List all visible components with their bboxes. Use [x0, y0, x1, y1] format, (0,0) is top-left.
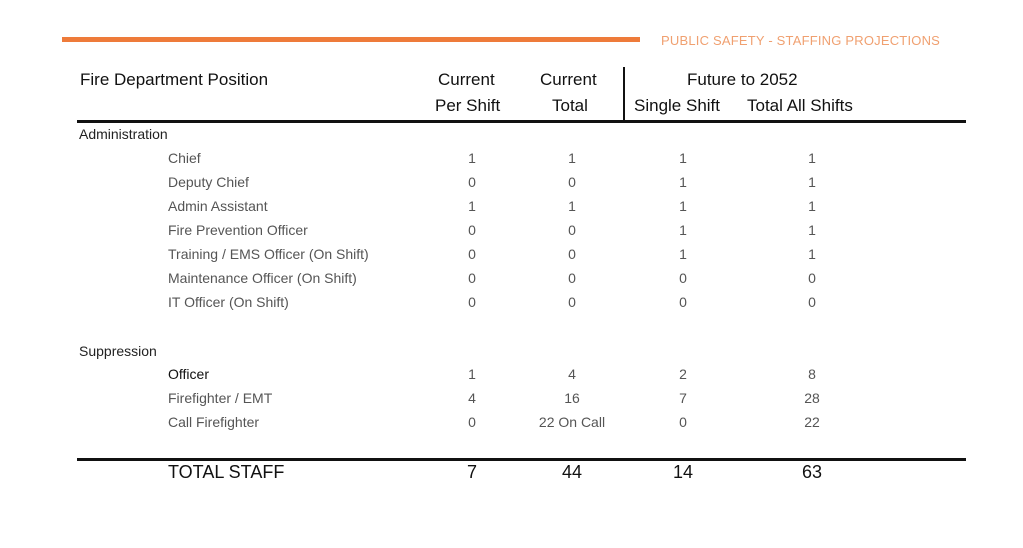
row-future-total-all-shifts: 1: [808, 222, 816, 238]
row-position: Training / EMS Officer (On Shift): [168, 246, 369, 262]
column-header-current-total-line1: Current: [540, 70, 597, 89]
row-future-single-shift: 1: [679, 222, 687, 238]
row-future-single-shift: 0: [679, 414, 687, 430]
row-current-per-shift: 0: [468, 414, 476, 430]
row-future-total-all-shifts: 1: [808, 174, 816, 190]
row-current-total: 1: [568, 198, 576, 214]
row-position: Maintenance Officer (On Shift): [168, 270, 357, 286]
header-rule: [77, 120, 966, 123]
row-future-single-shift: 1: [679, 198, 687, 214]
total-current-per-shift: 7: [466, 462, 478, 482]
row-current-total: 0: [568, 294, 576, 310]
column-header-position: Fire Department Position: [80, 70, 269, 89]
total-future-total-all-shifts: 63: [801, 462, 823, 482]
row-current-total: 0: [568, 270, 576, 286]
row-current-per-shift: 1: [468, 150, 476, 166]
row-current-total: 0: [568, 246, 576, 262]
table-row: [0, 390, 1023, 412]
total-label: TOTAL STAFF: [168, 462, 285, 482]
column-divider: [623, 67, 625, 120]
row-future-single-shift: 1: [679, 150, 687, 166]
row-current-per-shift: 0: [468, 174, 476, 190]
row-future-total-all-shifts: 22: [804, 414, 820, 430]
header-accent-bar: [62, 37, 640, 42]
row-current-total: 4: [568, 366, 576, 382]
page-title: PUBLIC SAFETY - STAFFING PROJECTIONS: [661, 33, 941, 48]
section-label-suppression: Suppression: [79, 343, 157, 359]
total-row: [0, 462, 1023, 488]
section-label-administration: Administration: [79, 126, 168, 142]
row-position: Officer: [168, 366, 209, 382]
row-future-single-shift: 7: [679, 390, 687, 406]
row-future-total-all-shifts: 0: [808, 270, 816, 286]
table-row: [0, 246, 1023, 268]
row-position: Fire Prevention Officer: [168, 222, 308, 238]
row-future-total-all-shifts: 28: [804, 390, 820, 406]
row-future-single-shift: 0: [679, 294, 687, 310]
row-current-total: 22 On Call: [538, 414, 606, 430]
row-position: IT Officer (On Shift): [168, 294, 289, 310]
row-future-total-all-shifts: 1: [808, 150, 816, 166]
column-header-future-group: Future to 2052: [687, 70, 798, 89]
row-future-total-all-shifts: 0: [808, 294, 816, 310]
table-row: [0, 414, 1023, 436]
row-current-per-shift: 0: [468, 222, 476, 238]
row-current-total: 1: [568, 150, 576, 166]
total-current-total: 44: [561, 462, 583, 482]
row-current-per-shift: 0: [468, 246, 476, 262]
column-header-current-per-shift-line2: Per Shift: [435, 96, 501, 115]
row-current-total: 0: [568, 174, 576, 190]
row-position: Deputy Chief: [168, 174, 249, 190]
row-current-per-shift: 4: [468, 390, 476, 406]
row-position: Chief: [168, 150, 201, 166]
row-current-per-shift: 0: [468, 270, 476, 286]
table-row: [0, 270, 1023, 292]
row-future-total-all-shifts: 8: [808, 366, 816, 382]
table-row: [0, 222, 1023, 244]
total-rule: [77, 458, 966, 461]
table-row: [0, 294, 1023, 316]
row-position: Firefighter / EMT: [168, 390, 273, 406]
row-current-total: 0: [568, 222, 576, 238]
row-future-single-shift: 2: [679, 366, 687, 382]
column-header-current-total-line2: Total: [552, 96, 588, 115]
column-header-total-all-shifts: Total All Shifts: [747, 96, 853, 115]
row-current-total: 16: [564, 390, 580, 406]
row-current-per-shift: 1: [468, 198, 476, 214]
table-row: [0, 198, 1023, 220]
row-current-per-shift: 1: [468, 366, 476, 382]
row-future-single-shift: 1: [679, 174, 687, 190]
total-future-single-shift: 14: [672, 462, 694, 482]
column-header-single-shift: Single Shift: [634, 96, 720, 115]
table-row: [0, 150, 1023, 172]
row-future-single-shift: 1: [679, 246, 687, 262]
row-position: Admin Assistant: [168, 198, 268, 214]
table-row: [0, 366, 1023, 388]
table-row: [0, 174, 1023, 196]
row-position: Call Firefighter: [168, 414, 260, 430]
row-current-per-shift: 0: [468, 294, 476, 310]
row-future-total-all-shifts: 1: [808, 198, 816, 214]
column-header-current-per-shift-line1: Current: [438, 70, 495, 89]
row-future-single-shift: 0: [679, 270, 687, 286]
row-future-total-all-shifts: 1: [808, 246, 816, 262]
